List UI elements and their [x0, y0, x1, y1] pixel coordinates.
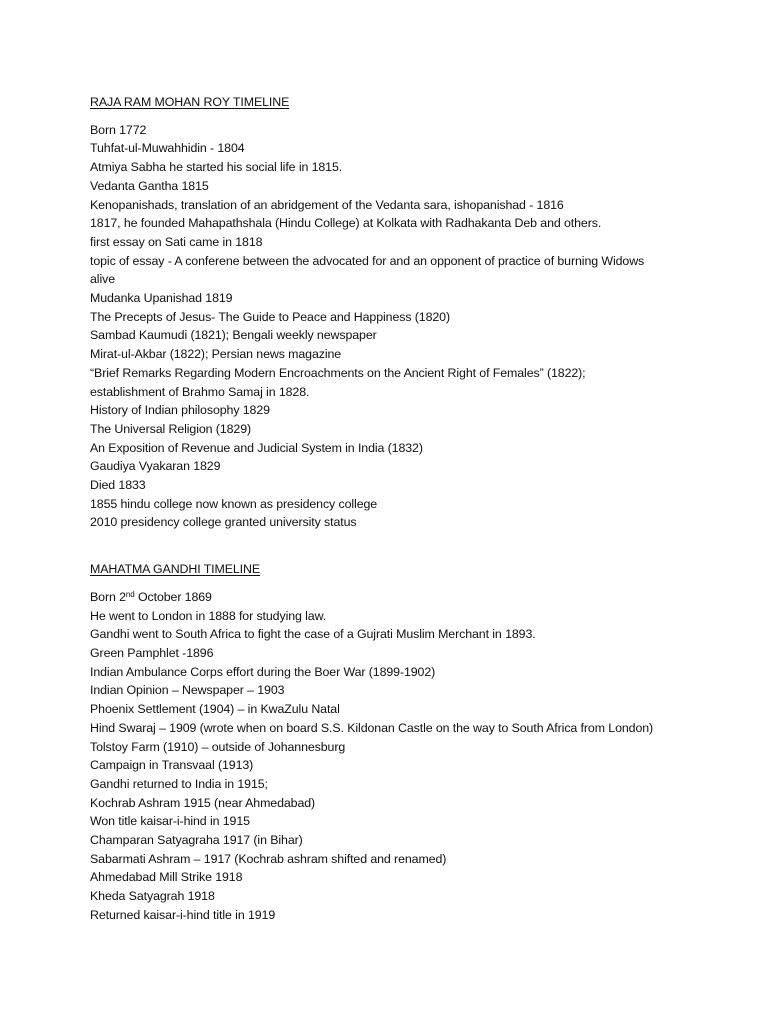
timeline-entry: Kheda Satyagrah 1918: [90, 889, 215, 904]
timeline-entry: Gandhi returned to India in 1915;: [90, 776, 268, 791]
timeline-entry: Tuhfat-ul-Muwahhidin - 1804: [90, 141, 245, 156]
timeline-entry: Won title kaisar-i-hind in 1915: [90, 814, 250, 829]
timeline-entry: “Brief Remarks Regarding Modern Encroachments on the Ancient Right of Females” (1822);: [90, 365, 586, 380]
timeline-entry: Tolstoy Farm (1910) – outside of Johannesburg: [90, 739, 346, 754]
timeline-entry-born: [90, 588, 750, 607]
timeline-entry: 1855 hindu college now known as presidency college: [90, 496, 378, 511]
born-prefix: Born 2: [90, 589, 126, 604]
timeline-list: [90, 588, 750, 925]
timeline-entry: Indian Ambulance Corps effort during the Boer War (1899-1902): [90, 664, 436, 679]
timeline-entry: Died 1833: [90, 478, 146, 493]
ordinal-suffix: nd: [125, 589, 135, 599]
timeline-entry: Campaign in Transvaal (1913): [90, 758, 254, 773]
section-mahatma-gandhi: [90, 560, 750, 924]
timeline-entry: Phoenix Settlement (1904) – in KwaZulu Natal: [90, 702, 340, 717]
timeline-entry: Sambad Kaumudi (1821); Bengali weekly newspaper: [90, 328, 377, 343]
timeline-entry: Vedanta Gantha 1815: [90, 178, 209, 193]
document-page: [90, 93, 750, 925]
timeline-entry: Ahmedabad Mill Strike 1918: [90, 870, 243, 885]
timeline-entry: The Precepts of Jesus- The Guide to Peace and Happiness (1820): [90, 309, 450, 324]
timeline-entry: Green Pamphlet -1896: [90, 645, 214, 660]
born-suffix: October 1869: [134, 589, 212, 604]
timeline-entry: first essay on Sati came in 1818: [90, 234, 263, 249]
timeline-entry: Born 1772: [90, 122, 147, 137]
section-raja-ram-mohan-roy: [90, 93, 750, 532]
timeline-entry: Mirat-ul-Akbar (1822); Persian news magazine: [90, 347, 342, 362]
section-title: RAJA RAM MOHAN ROY TIMELINE: [90, 95, 290, 109]
timeline-entry: alive: [90, 272, 115, 287]
timeline-entry: Returned kaisar-i-hind title in 1919: [90, 907, 276, 922]
timeline-entry: Kenopanishads, translation of an abridgement of the Vedanta sara, ishopanishad - 1816: [90, 197, 564, 212]
timeline-entry: establishment of Brahmo Samaj in 1828.: [90, 384, 310, 399]
timeline-entry: Atmiya Sabha he started his social life in 1815.: [90, 160, 343, 175]
timeline-entry: Mudanka Upanishad 1819: [90, 291, 233, 306]
timeline-entry: Gaudiya Vyakaran 1829: [90, 459, 221, 474]
timeline-entry: An Exposition of Revenue and Judicial System in India (1832): [90, 440, 423, 455]
timeline-list: [90, 121, 750, 532]
timeline-entry: Indian Opinion – Newspaper – 1903: [90, 683, 285, 698]
timeline-entry: 2010 presidency college granted university status: [90, 515, 357, 530]
timeline-entry: Hind Swaraj – 1909 (wrote when on board S.S. Kildonan Castle on the way to South Africa from London): [90, 720, 654, 735]
timeline-entry: Sabarmati Ashram – 1917 (Kochrab ashram shifted and renamed): [90, 851, 447, 866]
timeline-entry: topic of essay - A conferene between the advocated for and an opponent of practice of burning Widows: [90, 253, 645, 268]
timeline-entry: History of Indian philosophy 1829: [90, 403, 270, 418]
timeline-entry: Gandhi went to South Africa to fight the case of a Gujrati Muslim Merchant in 1893.: [90, 627, 536, 642]
timeline-entry: Kochrab Ashram 1915 (near Ahmedabad): [90, 795, 316, 810]
timeline-entry: The Universal Religion (1829): [90, 421, 252, 436]
section-title: MAHATMA GANDHI TIMELINE: [90, 562, 261, 577]
timeline-entry: He went to London in 1888 for studying law.: [90, 608, 327, 623]
timeline-entry: Champaran Satyagraha 1917 (in Bihar): [90, 833, 303, 848]
timeline-entry: 1817, he founded Mahapathshala (Hindu College) at Kolkata with Radhakanta Deb and others.: [90, 216, 602, 231]
